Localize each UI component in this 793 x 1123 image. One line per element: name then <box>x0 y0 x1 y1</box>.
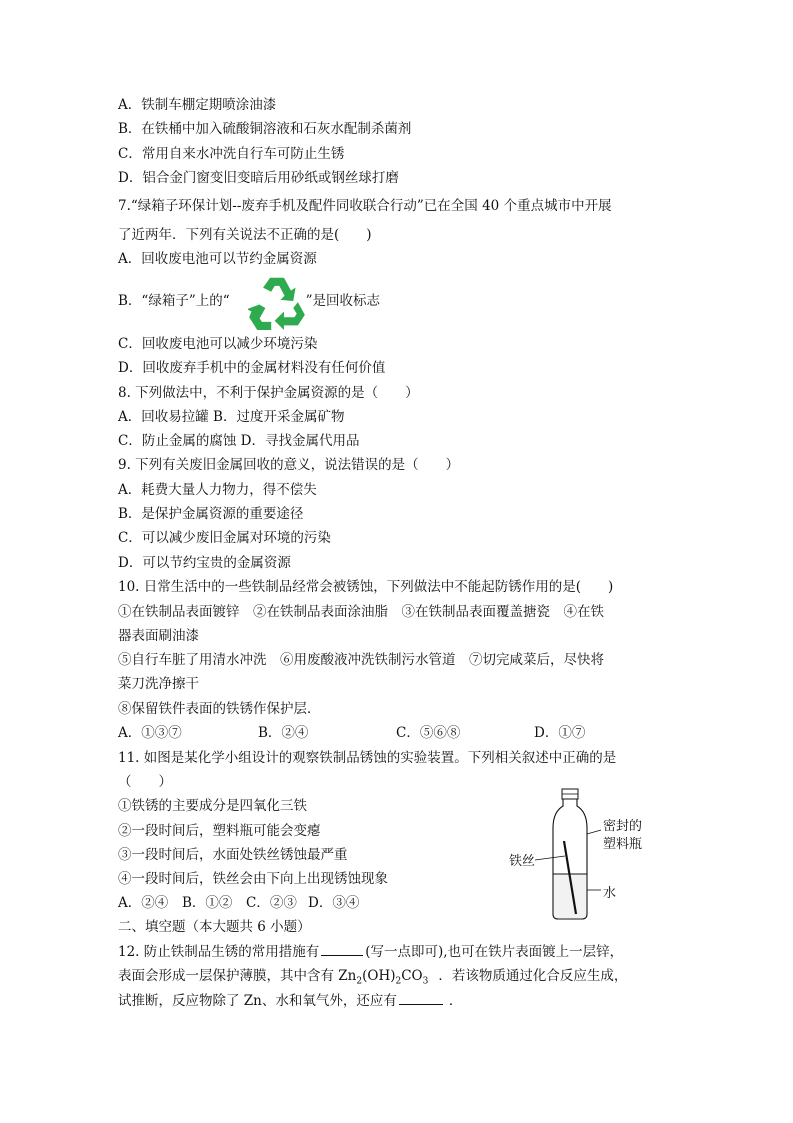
q8-options-row1: A．回收易拉罐 B．过度开采金属矿物 <box>118 409 345 425</box>
q9-option-b: B．是保护金属资源的重要途径 <box>118 506 304 522</box>
q12-text-2c: CO <box>401 968 423 984</box>
q11-statement-4: ④一段时间后，铁丝会由下向上出现锈蚀现象 <box>118 871 388 887</box>
q12-text-2a: 表面会形成一层保护薄膜，其中含有 Zn <box>118 968 357 984</box>
q11-statement-1: ①铁锈的主要成分是四氧化三铁 <box>118 798 307 814</box>
q7-option-c: C．回收废电池可以减少环境污染 <box>118 336 318 352</box>
q12-text-1a: 12. 防止铁制品生锈的常用措施有 <box>118 944 320 960</box>
q7-option-b-pre: B．“绿箱子”上的“ <box>118 293 230 309</box>
q12-sub-3: 3 <box>422 976 429 987</box>
label-iron-wire: 铁丝 <box>509 854 536 869</box>
section-2-heading: 二、填空题（本大题共 6 小题） <box>118 919 311 935</box>
q6-option-b: B．在铁桶中加入硫酸铜溶液和石灰水配制杀菌剂 <box>118 121 412 137</box>
q10-option-d: D．①⑦ <box>534 725 586 741</box>
q7-option-d: D．回收废弃手机中的金属材料没有任何价值 <box>118 360 386 376</box>
q7-stem: 7.“绿箱子环保计划--废弃手机及配件同收联合行动”已在全国 40 个重点城市中开展 <box>118 198 612 214</box>
q12-text-3b: ． <box>448 993 463 1009</box>
q11-stem-cont: （ ） <box>118 774 172 790</box>
q12-line-1 <box>118 942 623 961</box>
q6-option-c: C．常用自来水冲洗自行车可防止生锈 <box>118 146 345 162</box>
q9-option-d: D．可以节约宝贵的金属资源 <box>118 555 291 571</box>
q6-option-a: A．铁制车棚定期喷涂油漆 <box>118 97 277 113</box>
q9-option-c: C．可以减少废旧金属对环境的污染 <box>118 530 331 546</box>
q11-statement-3: ③一段时间后，水面处铁丝锈蚀最严重 <box>118 847 348 863</box>
q8-stem: 8. 下列做法中，不利于保护金属资源的是（ ） <box>118 385 419 401</box>
q12-text-2b: (OH) <box>362 968 396 984</box>
q6-option-d: D．铝合金门窗变旧变暗后用砂纸或钢丝球打磨 <box>118 170 399 186</box>
q7-option-b-post: ”是回收标志 <box>305 293 381 309</box>
q12-blank-2[interactable] <box>399 991 443 1005</box>
label-plastic-bottle: 塑料瓶 <box>603 837 643 852</box>
q10-items-5: ⑧保留铁件表面的铁锈作保护层． <box>118 701 321 717</box>
q12-line-3 <box>118 991 462 1010</box>
q11-statement-2: ②一段时间后，塑料瓶可能会变瘪 <box>118 823 321 839</box>
q9-option-a: A．耗费大量人力物力，得不偿失 <box>118 482 317 498</box>
q11-option-d: D．③④ <box>308 895 360 911</box>
q12-sub-1: 2 <box>356 976 363 987</box>
label-water: 水 <box>603 886 617 901</box>
q12-text-3a: 试推断，反应物除了 Zn、水和氧气外，还应有 <box>118 993 397 1009</box>
q10-items-3: ⑤自行车脏了用清水冲洗 ⑥用废酸液冲洗铁制污水管道 ⑦切完咸菜后，尽快将 <box>118 652 604 668</box>
q11-option-b: B．①② <box>182 895 233 911</box>
q10-stem: 10. 日常生活中的一些铁制品经常会被锈蚀，下列做法中不能起防锈作用的是( ) <box>118 579 614 595</box>
q10-option-a: A．①③⑦ <box>118 725 182 741</box>
recycle-icon <box>248 272 306 330</box>
q10-items-2: 器表面刷油漆 <box>118 628 199 644</box>
q12-sub-2: 2 <box>395 976 402 987</box>
q11-option-a: A．②④ <box>118 895 169 911</box>
q10-items-4: 菜刀洗净擦干 <box>118 676 199 692</box>
q7-option-a: A．回收废电池可以节约金属资源 <box>118 251 317 267</box>
q11-option-c: C．②③ <box>246 895 297 911</box>
label-sealed: 密封的 <box>603 819 643 834</box>
q7-stem-cont: 了近两年．下列有关说法不正确的是( ) <box>118 227 372 243</box>
q11-experiment-figure <box>505 786 685 920</box>
q10-items-1: ①在铁制品表面镀锌 ②在铁制品表面涂油脂 ③在铁制品表面覆盖搪瓷 ④在铁 <box>118 604 604 620</box>
q12-text-1b: (写一点即可),也可在铁片表面镀上一层锌， <box>365 944 624 960</box>
q12-text-2d: ．若该物质通过化合反应生成， <box>438 968 628 984</box>
q12-blank-1[interactable] <box>321 942 363 956</box>
q10-option-b: B．②④ <box>258 725 309 741</box>
q8-options-row2: C．防止金属的腐蚀 D．寻找金属代用品 <box>118 433 360 449</box>
q10-option-c: C．⑤⑥⑧ <box>396 725 461 741</box>
q12-line-2 <box>118 967 627 991</box>
q9-stem: 9. 下列有关废旧金属回收的意义，说法错误的是（ ） <box>118 457 460 473</box>
q11-stem: 11. 如图是某化学小组设计的观察铁制品锈蚀的实验装置。下列相关叙述中正确的是 <box>118 750 617 766</box>
